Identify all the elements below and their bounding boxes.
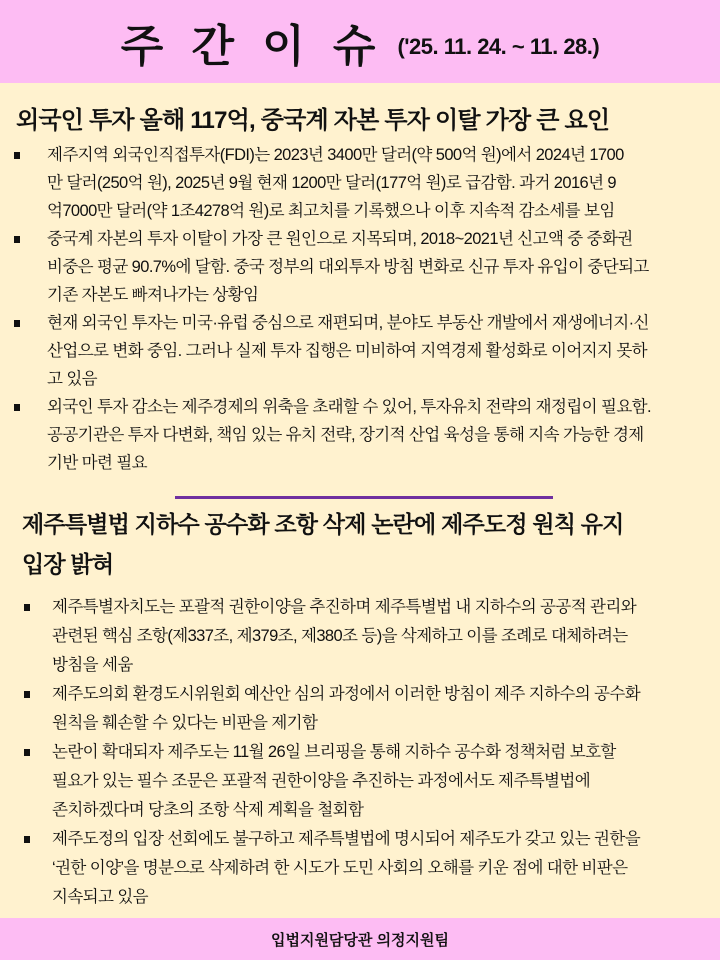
bullet-text-line: 만 달러(250억 원), 2025년 9월 현재 1200만 달러(177억 원)로 급감함. 과거 2016년 9 <box>47 174 617 192</box>
bullet-text-line: 필요가 있는 필수 조문은 포괄적 권한이양을 추진하는 과정에서도 제주특별법에 <box>52 772 591 790</box>
bullet-text-line: 공공기관은 투자 다변화, 책임 있는 유치 전략, 장기적 산업 육성을 통해 지속 가능한 경제 <box>47 426 644 444</box>
square-bullet-icon <box>14 152 20 159</box>
bullet-text-line: 억7000만 달러(약 1조4278억 원)로 최고치를 기록했으나 이후 지속적 감소세를 보임 <box>47 202 615 220</box>
bullet-text-line: 고 있음 <box>47 370 98 388</box>
bullet-text-line: 비중은 평균 90.7%에 달함. 중국 정부의 대외투자 방침 변화로 신규 투자 유입이 중단되고 <box>47 258 649 276</box>
bullet-text-line: 지속되고 있음 <box>52 888 149 906</box>
section1-bullets <box>14 141 710 477</box>
square-bullet-icon <box>14 320 20 327</box>
page-title: 주 간 이 슈 <box>120 21 384 71</box>
bullet-text-line: 방침을 세움 <box>52 656 133 674</box>
bullet-item <box>14 393 710 477</box>
section2-title <box>22 504 624 584</box>
bullet-text-line: 제주도정의 입장 선회에도 불구하고 제주특별법에 명시되어 제주도가 갖고 있는 권한을 <box>52 830 641 848</box>
bullet-text-line: 중국계 자본의 투자 이탈이 가장 큰 원인으로 지목되며, 2018~2021년 신고액 중 중화권 <box>47 230 633 248</box>
bullet-text-line: 존치하겠다며 당초의 조항 삭제 계획을 철회함 <box>52 801 364 819</box>
bullet-text-line: 제주도의회 환경도시위원회 예산안 심의 과정에서 이러한 방침이 제주 지하수의 공수화 <box>52 685 641 703</box>
section-divider <box>175 496 553 499</box>
section1-title: 외국인 투자 올해 117억, 중국계 자본 투자 이탈 가장 큰 요인 <box>16 107 610 134</box>
bullet-item <box>24 825 710 912</box>
bullet-item <box>24 680 710 738</box>
bullet-text-line: 기반 마련 필요 <box>47 454 148 472</box>
bullet-text-line: 제주특별자치도는 포괄적 권한이양을 추진하며 제주특별법 내 지하수의 공공적 관리와 <box>52 598 637 616</box>
bullet-text-line: 원칙을 훼손할 수 있다는 비판을 제기함 <box>52 714 318 732</box>
bullet-text-line: 산업으로 변화 중임. 그러나 실제 투자 집행은 미비하여 지역경제 활성화로 이어지지 못하 <box>47 342 648 360</box>
bullet-text-line: 논란이 확대되자 제주도는 11월 26일 브리핑을 통해 지하수 공수화 정책처럼 보호할 <box>52 743 616 761</box>
footer <box>0 918 720 960</box>
bullet-text-line: 관련된 핵심 조항(제337조, 제379조, 제380조 등)을 삭제하고 이를 조례로 대체하려는 <box>52 627 628 645</box>
bullet-text-line: 기존 자본도 빠져나가는 상황임 <box>47 286 259 304</box>
page-header <box>0 0 720 83</box>
square-bullet-icon <box>14 236 20 243</box>
date-range: ('25. 11. 24. ~ 11. 28.) <box>397 33 600 59</box>
square-bullet-icon <box>14 404 20 411</box>
section2-bullets <box>24 593 710 912</box>
square-bullet-icon <box>24 691 30 698</box>
bullet-item <box>24 738 710 825</box>
bullet-item <box>14 225 710 309</box>
bullet-item <box>14 309 710 393</box>
section2-title-line: 입장 밝혀 <box>22 551 114 577</box>
square-bullet-icon <box>24 836 30 843</box>
square-bullet-icon <box>24 749 30 756</box>
section2-title-line: 제주특별법 지하수 공수화 조항 삭제 논란에 제주도정 원칙 유지 <box>22 511 624 537</box>
bullet-text-line: 제주지역 외국인직접투자(FDI)는 2023년 3400만 달러(약 500억 원)에서 2024년 1700 <box>47 146 624 164</box>
footer-text: 입법지원담당관 의정지원팀 <box>270 931 450 949</box>
bullet-text-line: 현재 외국인 투자는 미국·유럽 중심으로 재편되며, 분야도 부동산 개발에서 재생에너지·신 <box>47 314 649 332</box>
bullet-item <box>24 593 710 680</box>
bullet-item <box>14 141 710 225</box>
bullet-text-line: ‘권한 이양’을 명분으로 삭제하려 한 시도가 도민 사회의 오해를 키운 점에 대한 비판은 <box>52 859 628 877</box>
square-bullet-icon <box>24 604 30 611</box>
bullet-text-line: 외국인 투자 감소는 제주경제의 위축을 초래할 수 있어, 투자유치 전략의 재정립이 필요함. <box>47 398 651 416</box>
